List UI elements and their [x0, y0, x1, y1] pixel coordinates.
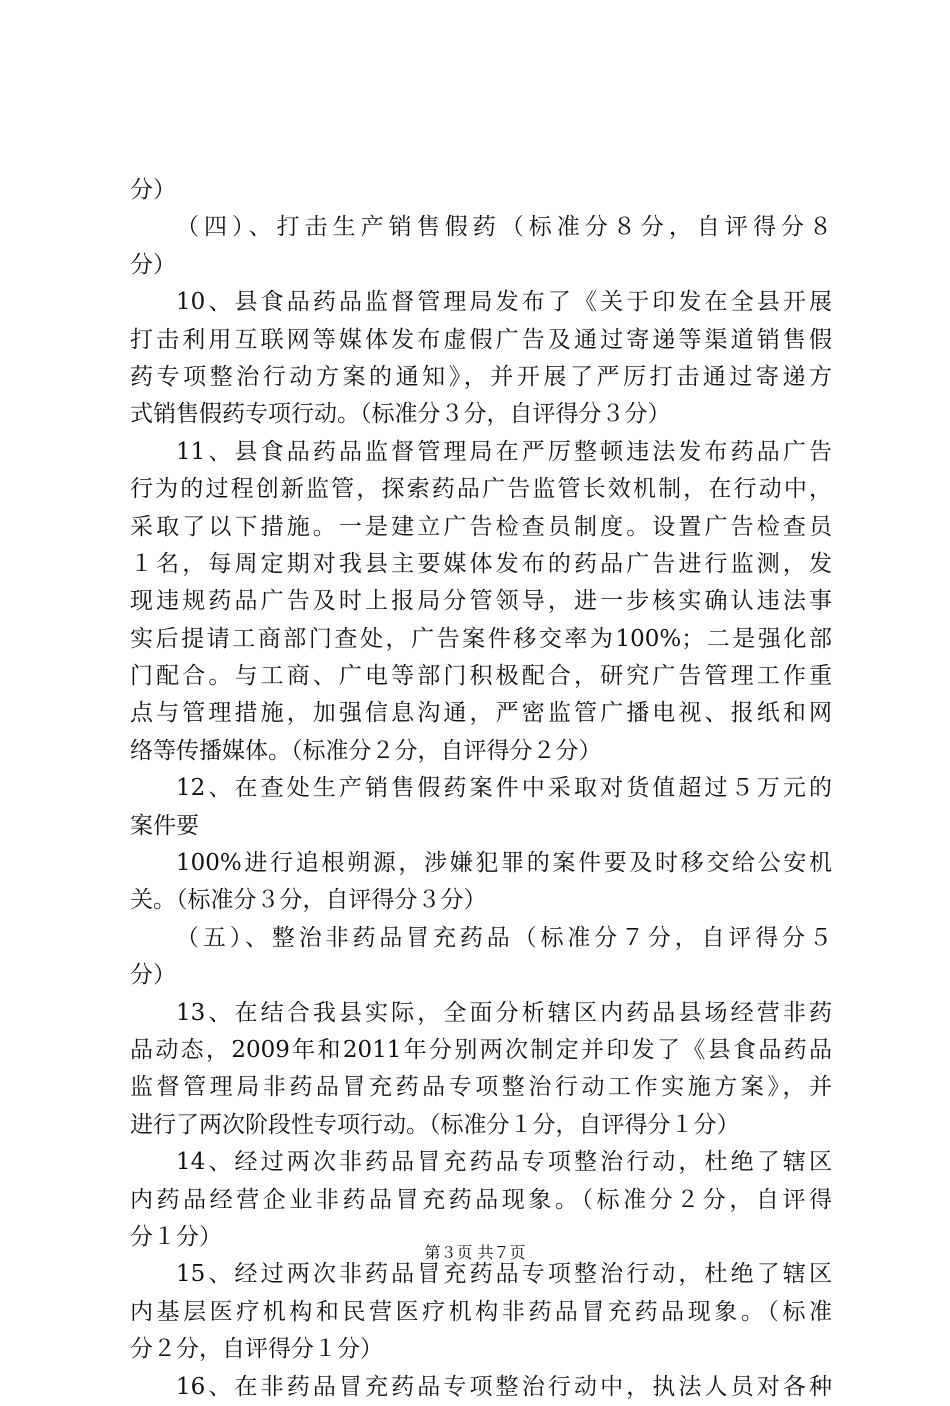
text-line: 15、经过两次非药品冒充药品专项整治行动，杜绝了辖区 [176, 1261, 832, 1288]
text-line: 打击利用互联网等媒体发布虚假广告及通过寄递等渠道销售假 [130, 326, 832, 353]
text-line: 13、在结合我县实际，全面分析辖区内药品县场经营非药 [176, 999, 832, 1026]
text-line: 点与管理措施，加强信息沟通，严密监管广播电视、报纸和网 [130, 700, 832, 727]
text-line: 药专项整治行动方案的通知》，并开展了严厉打击通过寄递方 [130, 363, 832, 390]
text-line: 分２分，自评得分１分） [130, 1336, 383, 1363]
text-line: 监督管理局非药品冒充药品专项整治行动工作实施方案》，并 [130, 1074, 832, 1101]
text-line: 现违规药品广告及时上报局分管领导，进一步核实确认违法事 [130, 588, 832, 615]
text-line: 实后提请工商部门查处，广告案件移交率为100%；二是强化部 [130, 625, 832, 652]
text-line: 分１分） [130, 1223, 222, 1250]
text-line: 内基层医疗机构和民营医疗机构非药品冒充药品现象。（标准 [130, 1298, 832, 1325]
text-line: 100%进行追根朔源，涉嫌犯罪的案件要及时移交给公安机 [176, 850, 832, 877]
text-line: 采取了以下措施。一是建立广告检查员制度。设置广告检查员 [130, 513, 832, 540]
text-line: 内药品经营企业非药品冒充药品现象。（标准分２分，自评得 [130, 1186, 832, 1213]
text-line: 案件要 [130, 812, 199, 839]
text-line: 分） [130, 962, 176, 989]
text-line: 品动态，2009年和2011年分别两次制定并印发了《县食品药品 [130, 1036, 832, 1063]
text-line: 门配合。与工商、广电等部门积极配合，研究广告管理工作重 [130, 663, 832, 690]
text-line: 11、县食品药品监督管理局在严厉整顿违法发布药品广告 [176, 438, 832, 465]
text-line: 10、县食品药品监督管理局发布了《关于印发在全县开展 [176, 289, 832, 316]
text-line: 16、在非药品冒充药品专项整治行动中，执法人员对各种 [176, 1373, 832, 1400]
text-line: 关。（标准分３分，自评得分３分） [130, 887, 487, 914]
text-line: 分） [130, 177, 176, 203]
text-line: 行为的过程创新监管，探索药品广告监管长效机制，在行动中， [130, 476, 832, 503]
page-footer: 第３页 共７页 [424, 1243, 526, 1262]
text-line: 12、在查处生产销售假药案件中采取对货值超过５万元的 [176, 775, 832, 802]
text-line: 式销售假药专项行动。（标准分３分，自评得分３分） [130, 401, 671, 428]
text-line: 14、经过两次非药品冒充药品专项整治行动，杜绝了辖区 [176, 1149, 832, 1176]
text-line: 络等传播媒体。（标准分２分，自评得分２分） [130, 737, 602, 764]
text-line: 分） [130, 251, 176, 278]
text-line: （四）、打击生产销售假药（标准分８分，自评得分８ [176, 214, 832, 241]
text-line: １名，每周定期对我县主要媒体发布的药品广告进行监测，发 [130, 550, 832, 577]
document-body [130, 172, 832, 1406]
text-line: 进行了两次阶段性专项行动。（标准分１分，自评得分１分） [130, 1111, 740, 1138]
text-line: （五）、整治非药品冒充药品（标准分７分，自评得分５ [176, 924, 832, 951]
